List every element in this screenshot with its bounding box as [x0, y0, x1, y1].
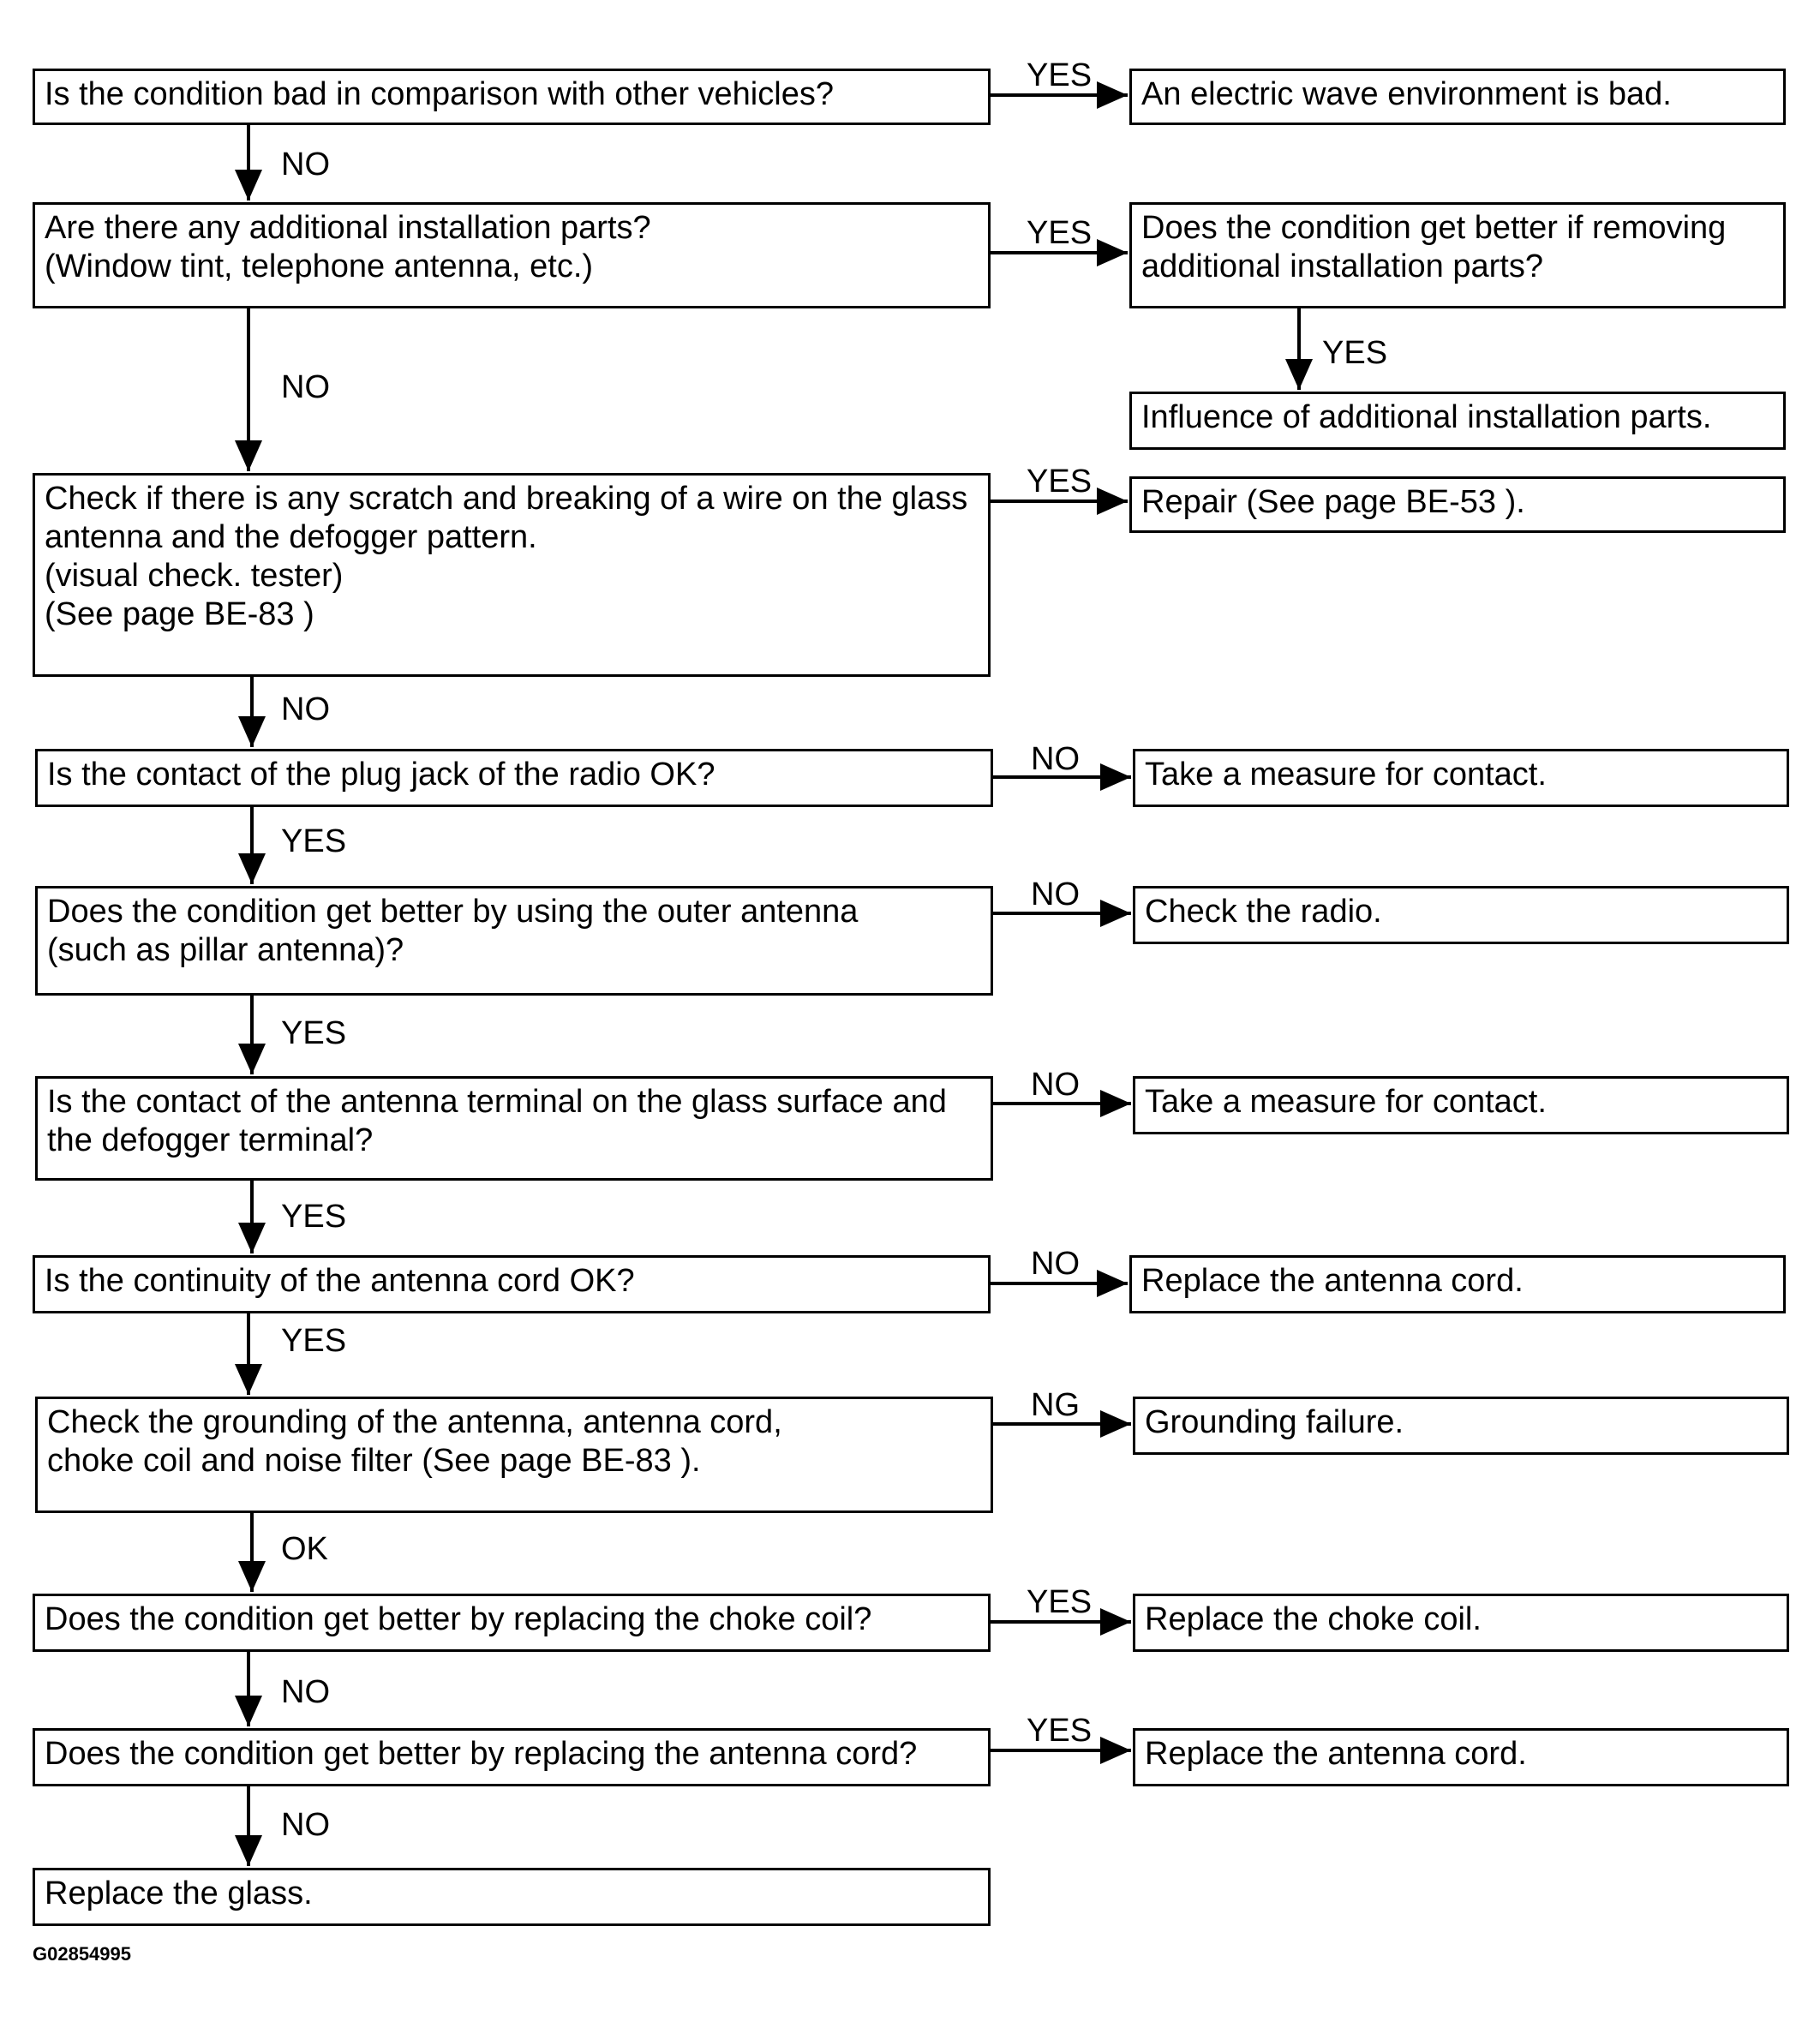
box-r2-line-0: Does the condition get better if removing: [1141, 210, 1727, 246]
arrow-label-d9: NO: [281, 1674, 330, 1710]
arrow-label-a7: NO: [1031, 1246, 1080, 1282]
box-q5-line-1: (such as pillar antenna)?: [47, 932, 404, 968]
arrow-label-a5: NO: [1031, 876, 1080, 912]
arrow-label-r2d: YES: [1322, 335, 1388, 371]
box-q3-line-0: Check if there is any scratch and breaking of a wire on the glass: [45, 481, 968, 517]
box-r2-line-1: additional installation parts?: [1141, 248, 1543, 284]
arrow-label-a4: NO: [1031, 741, 1080, 777]
box-r1-line-0: An electric wave environment is bad.: [1141, 76, 1672, 112]
box-q3-line-2: (visual check. tester): [45, 558, 344, 594]
box-q7-line-0: Is the continuity of the antenna cord OK?: [45, 1263, 635, 1299]
box-q8-line-1: choke coil and noise filter (See page BE-83 ).: [47, 1443, 701, 1479]
arrow-label-d2: NO: [281, 369, 330, 405]
box-r2b-line-0: Influence of additional installation parts.: [1141, 399, 1712, 435]
box-r6-line-0: Take a measure for contact.: [1145, 1084, 1547, 1120]
arrow-label-d7: YES: [281, 1323, 347, 1359]
box-end-line-0: Replace the glass.: [45, 1875, 313, 1911]
arrow-label-a10: YES: [1027, 1713, 1093, 1749]
arrow-label-d5: YES: [281, 1015, 347, 1051]
arrow-label-a3: YES: [1027, 464, 1093, 500]
arrow-label-a6: NO: [1031, 1067, 1080, 1103]
box-q9-line-0: Does the condition get better by replacing the choke coil?: [45, 1601, 872, 1637]
box-q8-line-0: Check the grounding of the antenna, antenna cord,: [47, 1404, 782, 1440]
box-q3-line-3: (See page BE-83 ): [45, 596, 314, 632]
box-q3-line-1: antenna and the defogger pattern.: [45, 519, 537, 555]
box-q10-line-0: Does the condition get better by replacing the antenna cord?: [45, 1736, 918, 1772]
arrow-label-a1: YES: [1027, 57, 1093, 93]
box-q6-line-0: Is the contact of the antenna terminal on the glass surface and: [47, 1084, 947, 1120]
box-r10-line-0: Replace the antenna cord.: [1145, 1736, 1527, 1772]
box-r3-line-0: Repair (See page BE-53 ).: [1141, 484, 1525, 520]
figure-id: G02854995: [33, 1943, 131, 1965]
box-q5-line-0: Does the condition get better by using the outer antenna: [47, 894, 859, 930]
arrow-label-d8: OK: [281, 1531, 328, 1567]
arrow-label-d6: YES: [281, 1199, 347, 1235]
arrow-label-a9: YES: [1027, 1584, 1093, 1620]
box-r4-line-0: Take a measure for contact.: [1145, 757, 1547, 793]
box-q4-line-0: Is the contact of the plug jack of the radio OK?: [47, 757, 715, 793]
box-r7-line-0: Replace the antenna cord.: [1141, 1263, 1524, 1299]
box-r8-line-0: Grounding failure.: [1145, 1404, 1404, 1440]
box-q2-line-0: Are there any additional installation parts?: [45, 210, 651, 246]
arrow-label-d1: NO: [281, 147, 330, 182]
box-r9-line-0: Replace the choke coil.: [1145, 1601, 1482, 1637]
arrow-label-d10: NO: [281, 1807, 330, 1843]
arrow-label-a8: NG: [1031, 1387, 1080, 1423]
box-q6-line-1: the defogger terminal?: [47, 1122, 374, 1158]
arrow-label-a2: YES: [1027, 215, 1093, 251]
arrow-label-d4: YES: [281, 823, 347, 859]
box-r5-line-0: Check the radio.: [1145, 894, 1382, 930]
box-q1-line-0: Is the condition bad in comparison with other vehicles?: [45, 76, 834, 112]
arrow-label-d3: NO: [281, 691, 330, 727]
box-q2-line-1: (Window tint, telephone antenna, etc.): [45, 248, 594, 284]
